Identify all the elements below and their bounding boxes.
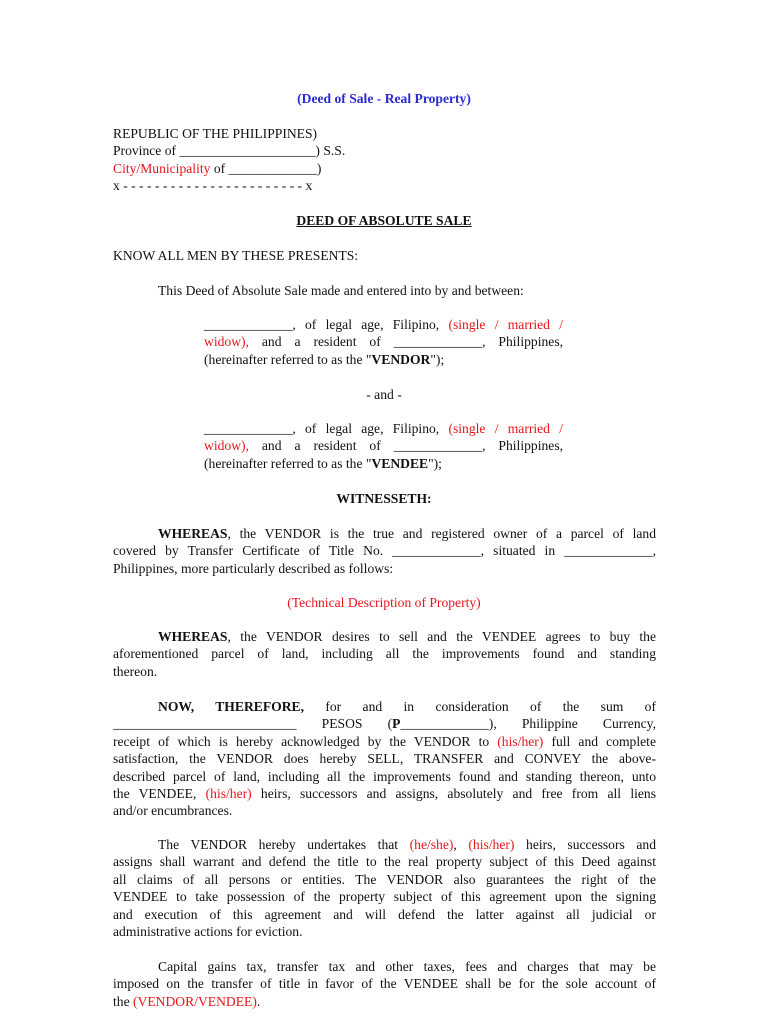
opening-text: This Deed of Absolute Sale made and entered into by and between: (158, 283, 524, 298)
now-therefore-clause: NOW, THEREFORE, for and in consideration of the sum of ___________________________ PESOS (P_____________), Philippine Currency, receipt of which is hereby acknowledged by the VENDOR to (his/her) full and complete satisfaction, the VENDOR does hereby SELL, TRANSFER and CONVEY the above- described parcel of land, including all the improvements found and standing thereon, unto the VENDEE, (his/her) heirs, successors and assigns, absolutely and free from all liens and/or encumbrances. (113, 699, 656, 819)
province-line: Province of ____________________) S.S. (113, 143, 346, 159)
warranty-clause: The VENDOR hereby undertakes that (he/she), (his/her) heirs, successors and assigns shall warrant and defend the title to the real property subject of this Deed against all claims of all persons or entities. The VENDOR also guarantees the right of the VENDEE to take possession of the property subject of this agreement upon the signing and execution of this agreement and will defend the latter against all judicial or administrative actions for eviction. (113, 837, 656, 940)
document-type-title: (Deed of Sale - Real Property) (297, 91, 471, 106)
venue-caption (113, 125, 673, 195)
deed-heading: DEED OF ABSOLUTE SALE (296, 213, 472, 228)
intro-text: KNOW ALL MEN BY THESE PRESENTS: (113, 248, 359, 263)
caption-separator: x - - - - - - - - - - - - - - - - - - - - - - - x (113, 178, 313, 194)
republic-line: REPUBLIC OF THE PHILIPPINES) (113, 126, 318, 141)
vendor-party: _____________, of legal age, Filipino, (single / married / widow), and a resident of _____________, Philippines, (hereinafter referred to as the "VENDOR"); (204, 317, 564, 367)
and-separator: - and - (366, 387, 402, 402)
vendee-party: _____________, of legal age, Filipino, (single / married / widow), and a resident of _____________, Philippines, (hereinafter referred to as the "VENDEE"); (204, 421, 564, 471)
city-line: City/Municipality of _____________) (113, 160, 322, 176)
witnesseth-heading: WITNESSETH: (336, 491, 432, 506)
technical-description: (Technical Description of Property) (287, 595, 481, 610)
whereas-intent: WHEREAS, the VENDOR desires to sell and the VENDEE agrees to buy the aforementioned parcel of land, including all the improvements found and standing thereon. (113, 629, 656, 679)
whereas-ownership: WHEREAS, the VENDOR is the true and registered owner of a parcel of land covered by Transfer Certificate of Title No. _____________, situated in _____________, Philippines, more particularly described as follows: (113, 526, 656, 576)
taxes-clause: Capital gains tax, transfer tax and other taxes, fees and charges that may be imposed on the transfer of title in favor of the VENDEE shall be for the sole account of the (VENDOR/VENDEE). (113, 959, 656, 1009)
